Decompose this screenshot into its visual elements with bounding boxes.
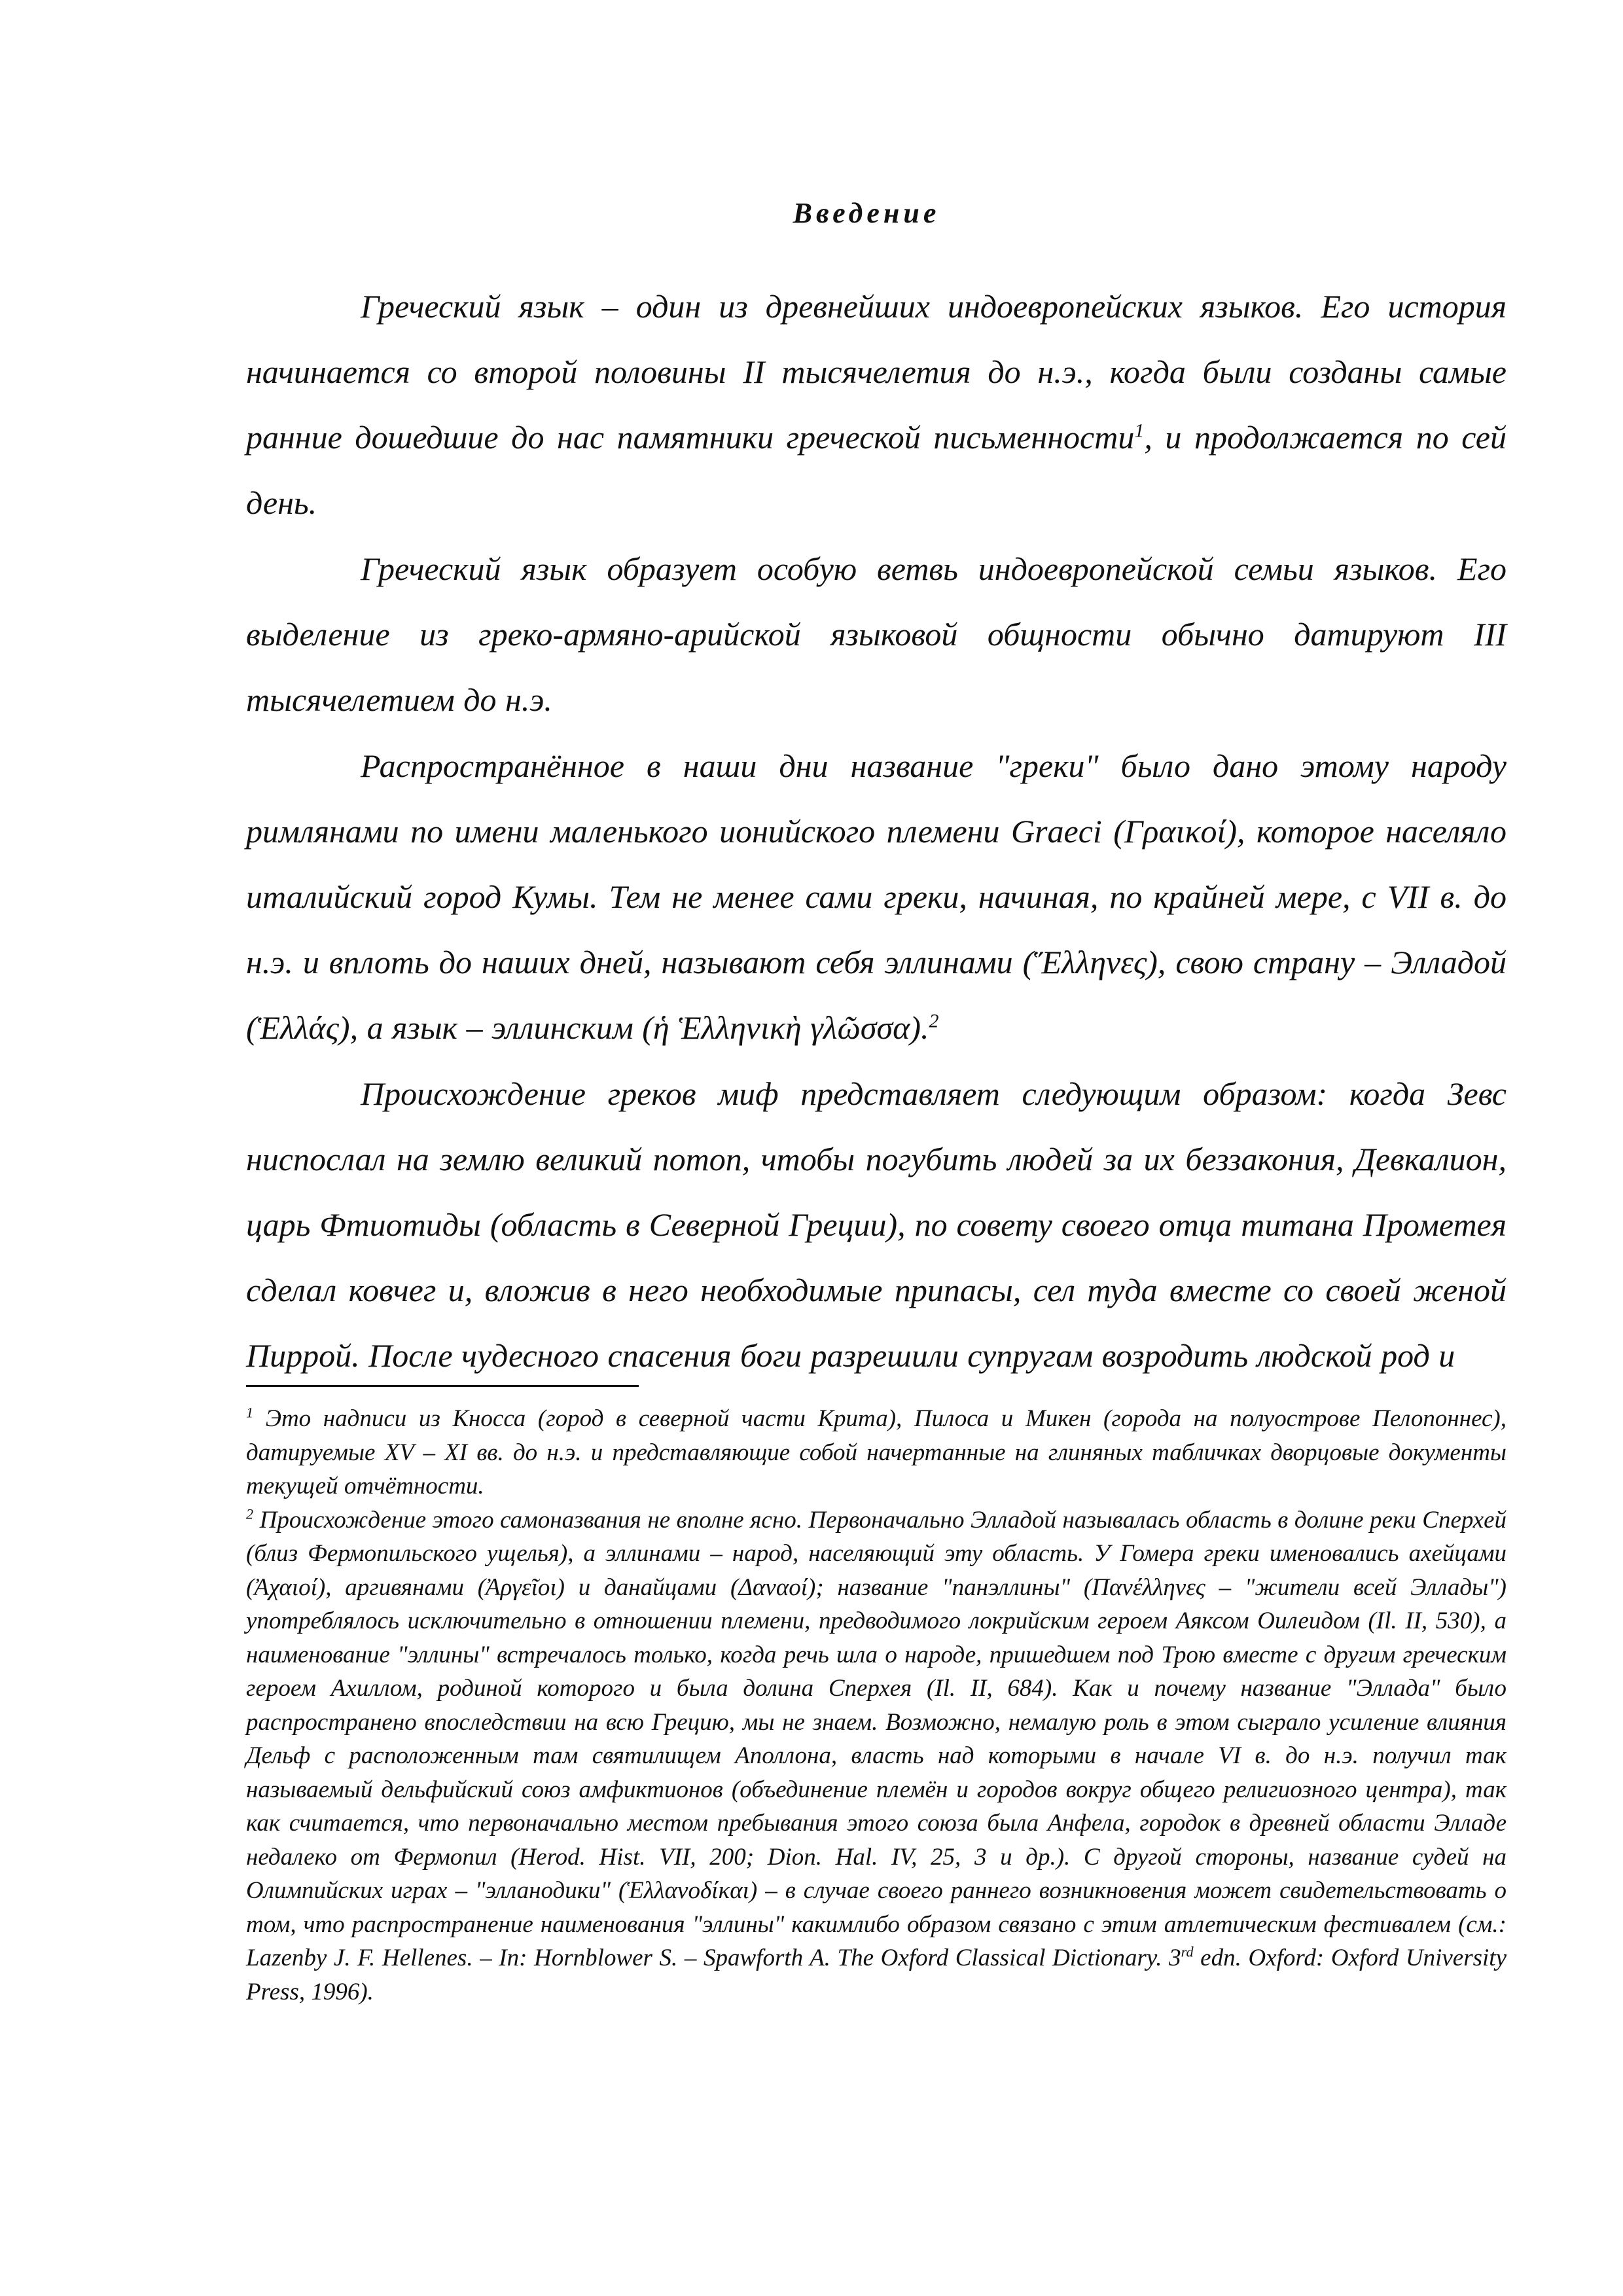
- page-title: Введение: [793, 197, 940, 229]
- footnote-reference: 2: [929, 1010, 939, 1032]
- paragraph-text: Греческий язык – один из древнейших индоевропейских языков. Его история начинается со второй половины II тысячелетия до н.э., когда были созданы самые ранние дошедшие до нас памятники греческой письменности: [246, 288, 1507, 456]
- footnote-text: Это надписи из Кносса (город в северной части Крита), Пилоса и Микен (города на полуострове Пелопоннес), датируемые XV – XI вв. до н.э. и представляющие собой начертанные на глиняных табличках дворцовые документы текущей отчётности.: [246, 1405, 1507, 1499]
- paragraph: [246, 733, 1507, 1060]
- main-text: [246, 274, 1507, 1389]
- footnote: [246, 1503, 1507, 2009]
- footnote-mark: 1: [246, 1404, 254, 1421]
- paragraph-text-tail: , и продолжается по сей день.: [246, 419, 1507, 521]
- footnote-mark: 2: [246, 1505, 254, 1522]
- paragraph: [246, 1061, 1507, 1388]
- paragraph: [246, 536, 1507, 732]
- paragraph: [246, 274, 1507, 535]
- paragraph-text: Греческий язык образует особую ветвь индоевропейской семьи языков. Его выделение из греко-армяно-арийской языковой общности обычно датируют III тысячелетием до н.э.: [246, 550, 1507, 718]
- ordinal-suffix: rd: [1181, 1943, 1194, 1960]
- footnote-text-tail: edn. Oxford: Oxford University Press, 1996).: [246, 1945, 1507, 2005]
- footnote-reference: 1: [1134, 420, 1145, 442]
- footnotes: [246, 1402, 1507, 2009]
- paragraph-text: Распространённое в наши дни название "греки" было дано этому народу римлянами по имени маленького ионийского племени Graeci (Γραικοί), которое населяло италийский город Кумы. Тем не менее сами греки, начиная, по крайней мере, с VII в. до н.э. и вплоть до наших дней, называют себя эллинами (Ἕλληνες), свою страну – Элладой (Ἑλλάς), а язык – эллинским (ἡ Ἑλληνικὴ γλῶσσα).: [246, 747, 1507, 1046]
- footnote: [246, 1402, 1507, 1503]
- footnote-text: Происхождение этого самоназвания не вполне ясно. Первоначально Элладой называлась область в долине реки Сперхей (близ Фермопильского ущелья), а эллинами – народ, населяющий эту область. У Гомера греки именовались ахейцами (Ἀχαιοί), аргивянами (Ἀργεῖοι) и данайцами (Δαναοί); название "панэллины" (Πανέλληνες – "жители всей Эллады") употреблялось исключительно в отношении племени, предводимого локрийским героем Аяксом Оилеидом (Il. II, 530), а наименование "эллины" встречалось только, когда речь шла о народе, пришедшем под Трою вместе с другим греческим героем Ахиллом, родиной которого и была долина Сперхея (Il. II, 684). Как и почему название "Эллада" было распространено впоследствии на всю Грецию, мы не знаем. Возможно, немалую роль в этом сыграло усиление влияния Дельф с расположенным там святилищем Аполлона, власть над которыми в начале VI в. до н.э. получил так называемый дельфийский союз амфиктионов (объединение племён и городов вокруг общего религиозного центра), так как считается, что первоначально местом пребывания этого союза была Анфела, городок в древней области Элладе недалеко от Фермопил (Herod. Hist. VII, 200; Dion. Hal. IV, 25, 3 и др.). С другой стороны, название судей на Олимпийских играх – "элланодики" (Ἑλλανοδίκαι) – в случае своего раннего возникновения может свидетельствовать о том, что распространение наименования "эллины" какимлибо образом связано с этим атлетическим фестивалем (см.: Lazenby J. F. Hellenes. – In: Hornblower S. – Spawforth A. The Oxford Classical Dictionary. 3: [246, 1506, 1507, 1971]
- footnote-separator: [246, 1385, 639, 1387]
- paragraph-text: Происхождение греков миф представляет следующим образом: когда Зевс ниспослал на землю великий потоп, чтобы погубить людей за их беззакония, Девкалион, царь Фтиотиды (область в Северной Греции), по совету своего отца титана Прометея сделал ковчег и, вложив в него необходимые припасы, сел туда вместе со своей женой Пиррой. После чудесного спасения боги разрешили супругам возродить людской род и: [246, 1075, 1507, 1374]
